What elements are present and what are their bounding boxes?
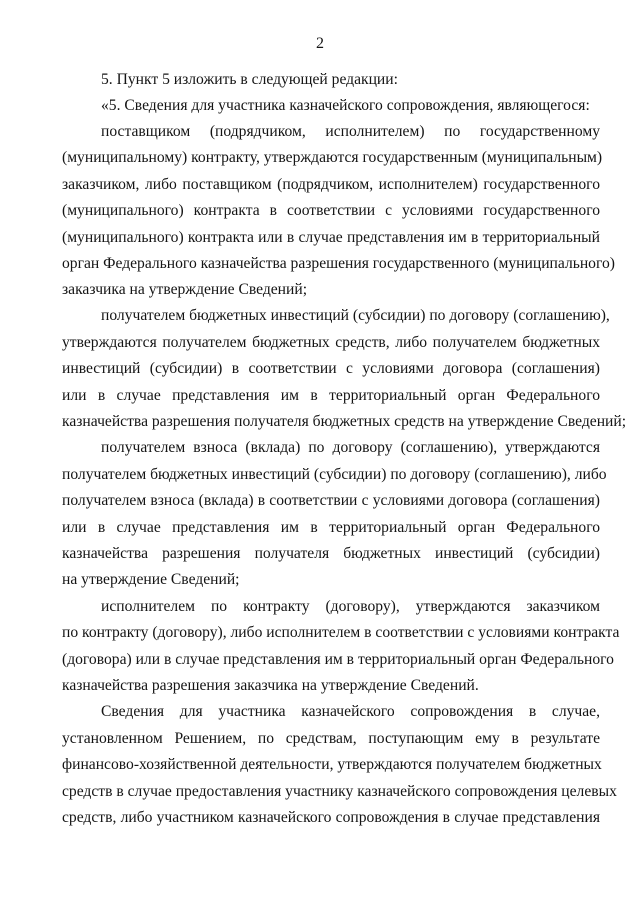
paragraph-line: утверждаются получателем бюджетных средств, либо получателем бюджетных: [62, 334, 600, 351]
paragraph-line: Сведения для участника казначейского сопровождения в случае,: [101, 703, 600, 720]
paragraph-line: или в случае представления им в территориальный орган Федерального: [62, 387, 600, 404]
paragraph-line: казначейства разрешения заказчика на утверждение Сведений.: [62, 677, 479, 694]
paragraph-line: поставщиком (подрядчиком, исполнителем) по государственному: [101, 123, 600, 140]
paragraph-line: казначейства разрешения получателя бюджетных инвестиций (субсидии): [62, 545, 600, 562]
paragraph-line: (муниципальному) контракту, утверждаются государственным (муниципальным): [62, 149, 603, 166]
paragraph-line: установленном Решением, по средствам, поступающим ему в результате: [62, 730, 600, 747]
paragraph-line: финансово-хозяйственной деятельности, утверждаются получателем бюджетных: [62, 756, 602, 773]
paragraph-line: средств в случае предоставления участнику казначейского сопровождения целевых: [62, 783, 617, 800]
paragraph-line: средств, либо участником казначейского сопровождения в случае представления: [62, 809, 600, 826]
paragraph-line: по контракту (договору), либо исполнителем в соответствии с условиями контракта: [62, 624, 620, 641]
paragraph-line: заказчиком, либо поставщиком (подрядчиком, исполнителем) государственного: [62, 176, 600, 193]
paragraph-line: получателем бюджетных инвестиций (субсидии) по договору (соглашению), либо: [62, 466, 607, 483]
paragraph-line: на утверждение Сведений;: [62, 571, 240, 588]
paragraph-line: «5. Сведения для участника казначейского сопровождения, являющегося:: [101, 97, 590, 114]
paragraph-line: 5. Пункт 5 изложить в следующей редакции:: [101, 71, 398, 88]
paragraph-line: получателем бюджетных инвестиций (субсидии) по договору (соглашению),: [101, 307, 610, 324]
paragraph-line: получателем взноса (вклада) в соответствии с условиями договора (соглашения): [62, 492, 600, 509]
page-number: 2: [316, 35, 324, 52]
paragraph-line: или в случае представления им в территориальный орган Федерального: [62, 519, 600, 536]
paragraph-line: орган Федерального казначейства разрешения государственного (муниципального): [62, 255, 615, 272]
paragraph-line: получателем взноса (вклада) по договору (соглашению), утверждаются: [101, 439, 600, 456]
paragraph-line: заказчика на утверждение Сведений;: [62, 281, 308, 298]
paragraph-line: инвестиций (субсидии) в соответствии с условиями договора (соглашения): [62, 360, 600, 377]
paragraph-line: исполнителем по контракту (договору), утверждаются заказчиком: [101, 598, 600, 615]
paragraph-line: (муниципального) контракта или в случае представления им в территориальный: [62, 229, 600, 246]
paragraph-line: (договора) или в случае представления им в территориальный орган Федерального: [62, 651, 614, 668]
paragraph-line: (муниципального) контракта в соответствии с условиями государственного: [62, 202, 600, 219]
paragraph-line: казначейства разрешения получателя бюджетных средств на утверждение Сведений;: [62, 413, 627, 430]
